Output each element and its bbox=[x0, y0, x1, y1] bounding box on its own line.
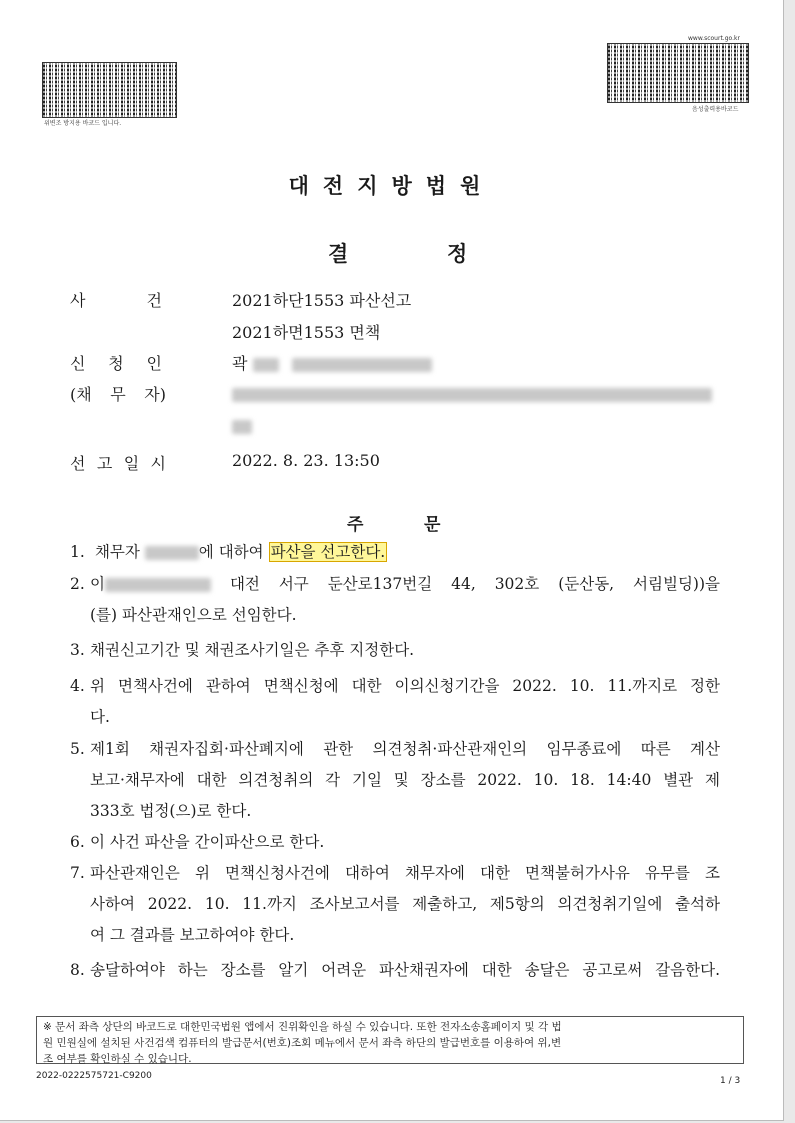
page-number: 1 / 3 bbox=[720, 1076, 741, 1086]
order-item-2: 2. 이 대전 서구 둔산로137번길 44, 302호 (둔산동, 서림빌딩))을 (를) 파산관재인으로 선임한다. bbox=[70, 575, 720, 624]
order-item-5: 5. 제1회 채권자집회·파산폐지에 관한 의견청취·파산관재인의 임무종료에 따른 계산 보고·채무자에 대한 의견청취의 각 기일 및 장소를 2022. 10. 18. 14:40 별관 제 333호 법정(으)로 한다. bbox=[70, 740, 720, 820]
redacted-trustee bbox=[105, 578, 211, 592]
issue-number: 2022-0222575721-C9200 bbox=[36, 1071, 152, 1081]
applicant-name: 곽 bbox=[232, 351, 432, 374]
barcode-right-caption: 음성출력용바코드 bbox=[692, 106, 739, 113]
order-item-3: 3. 채권신고기간 및 채권조사기일은 추후 지정한다. bbox=[70, 641, 415, 659]
highlighted-text: 파산을 선고한다. bbox=[270, 543, 386, 561]
redacted-name bbox=[253, 358, 279, 372]
order-heading-right: 문 bbox=[424, 515, 441, 535]
verification-barcode-left bbox=[42, 62, 177, 118]
order-item-8: 8. 송달하여야 하는 장소를 알기 어려운 파산채권자에 대한 송달은 공고로써 갈음한다. bbox=[70, 961, 720, 979]
case-number-2: 2021하면1553 면책 bbox=[232, 323, 381, 342]
order-heading-left: 주 bbox=[347, 515, 364, 535]
verification-notice: ※ 문서 좌측 상단의 바코드로 대한민국법원 앱에서 진위확인을 하실 수 있습니다. 또한 전자소송홈페이지 및 각 법 원 민원실에 설치된 사건검색 컴퓨터의 발급문서(번호)조회 메뉴에서 문서 좌측 하단의 발급번호를 이용하여 위,변 조 여부를 확인하실 수 있습니다. bbox=[36, 1016, 744, 1064]
debtor-label: (채 무 자) bbox=[70, 385, 166, 404]
doc-type-right: 정 bbox=[447, 242, 468, 266]
barcode-left-caption: 위변조 방지용 바코드 입니다. bbox=[44, 120, 122, 127]
court-name: 대전지방법원 bbox=[288, 174, 495, 198]
redacted-debtor-name bbox=[145, 546, 199, 560]
case-number-1: 2021하단1553 파산선고 bbox=[232, 291, 412, 310]
order-item-7: 7. 파산관재인은 위 면책신청사건에 대하여 채무자에 대한 면책불허가사유 유무를 조 사하여 2022. 10. 11.까지 조사보고서를 제출하고, 제5항의 의견청취기일에 출석하 여 그 결과를 보고하여야 한다. bbox=[70, 864, 720, 944]
audio-barcode-right bbox=[607, 43, 749, 103]
barcode-right-url: www.scourt.go.kr bbox=[688, 35, 740, 42]
applicant-label: 신 청 인 bbox=[70, 354, 162, 373]
decision-date: 2022. 8. 23. 13:50 bbox=[232, 451, 380, 470]
redacted-id bbox=[292, 358, 432, 372]
date-label: 선 고 일 시 bbox=[70, 454, 166, 473]
order-item-4: 4. 위 면책사건에 관하여 면책신청에 대한 이의신청기간을 2022. 10. 11.까지로 정한 다. bbox=[70, 677, 720, 726]
case-label: 사 건 bbox=[70, 291, 162, 310]
redacted-address-cont bbox=[232, 416, 252, 435]
order-item-6: 6. 이 사건 파산을 간이파산으로 한다. bbox=[70, 833, 325, 851]
redacted-address bbox=[232, 384, 712, 403]
order-item-1: 1. 채무자 에 대하여 파산을 선고한다. bbox=[70, 543, 386, 561]
doc-type-left: 결 bbox=[328, 242, 349, 266]
